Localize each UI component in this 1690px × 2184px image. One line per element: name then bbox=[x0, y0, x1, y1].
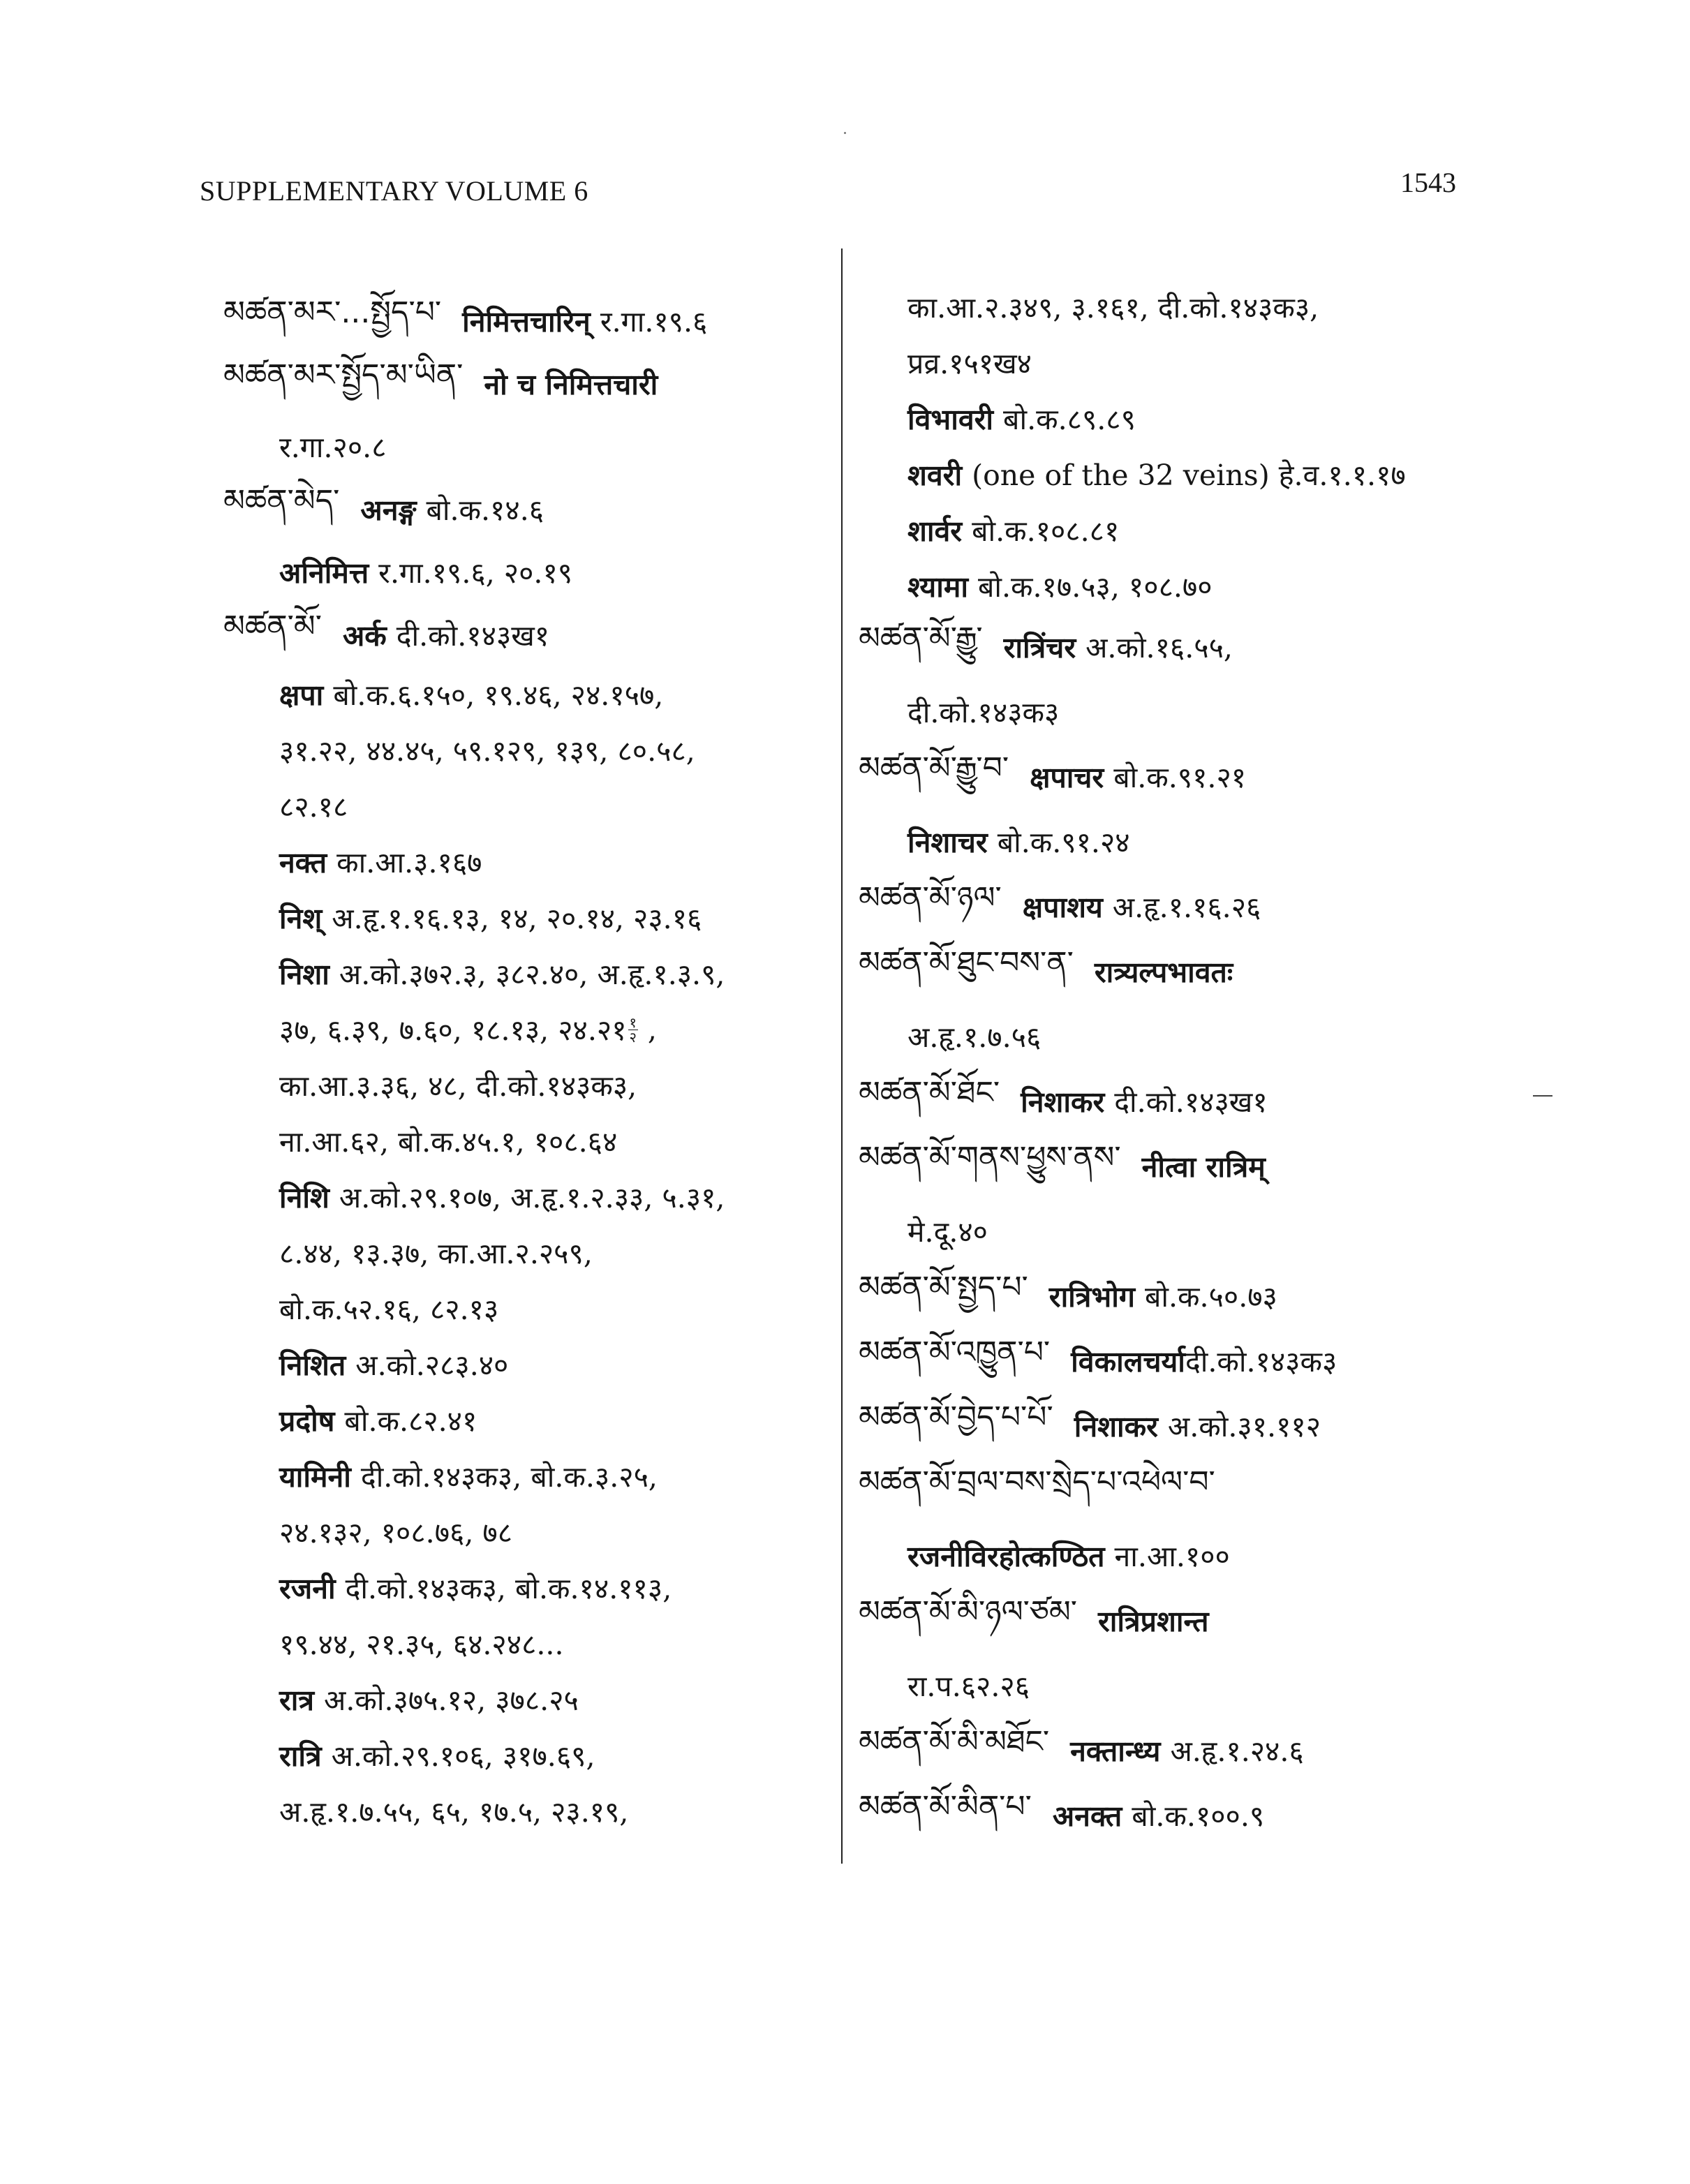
entry-line bbox=[223, 1728, 834, 1783]
source-reference: मे.दू.४० bbox=[907, 1214, 988, 1249]
entry-line bbox=[223, 415, 834, 478]
sanskrit-equivalent: क्षपा bbox=[279, 678, 324, 712]
source-reference: ना.आ.६२, बो.क.४५.१, १०८.६४ bbox=[279, 1125, 618, 1159]
source-reference: रा.प.६२.२६ bbox=[907, 1669, 1030, 1703]
sanskrit-equivalent: शार्वर bbox=[907, 514, 963, 548]
sanskrit-equivalent: निशा bbox=[279, 958, 329, 991]
source-reference: बो.क.१४.६ bbox=[426, 493, 544, 527]
sanskrit-equivalent: नो च निमित्तचारी bbox=[484, 368, 658, 401]
source-reference: बो.क.८२.४१ bbox=[344, 1404, 477, 1438]
tibetan-headword: མཚན་མོ་ཐུང་བས་ན་ bbox=[859, 944, 1074, 981]
entry-line bbox=[223, 1392, 834, 1448]
sanskrit-equivalent: रात्रिभोग bbox=[1048, 1279, 1135, 1314]
entry-line bbox=[223, 1057, 834, 1113]
entry-line bbox=[223, 352, 834, 415]
source-reference: अ.को.१६.५५, bbox=[1085, 630, 1233, 664]
source-reference: अ.को.३७५.१२, ३७८.२५ bbox=[324, 1684, 579, 1717]
tibetan-headword: མཚན་མོ་ bbox=[223, 609, 322, 644]
source-reference: २४.१३२, १०८.७६, ७८ bbox=[279, 1516, 513, 1550]
entry-line bbox=[223, 1616, 834, 1672]
sanskrit-equivalent: विकालचर्या bbox=[1071, 1344, 1185, 1379]
sanskrit-equivalent: निशि bbox=[279, 1181, 329, 1214]
entry-line bbox=[859, 1523, 1473, 1588]
tibetan-headword: མཚན་མོ་ཉལ་ bbox=[859, 879, 1002, 916]
entry-line bbox=[859, 744, 1473, 809]
trailing-punctuation: , bbox=[647, 1013, 657, 1046]
entry-line bbox=[859, 1718, 1473, 1783]
margin-mark bbox=[1533, 1095, 1552, 1097]
sanskrit-equivalent: रजनी bbox=[279, 1572, 336, 1605]
source-reference: बो.क.५२.१६, ८२.१३ bbox=[279, 1293, 499, 1326]
entry-line bbox=[223, 946, 834, 1002]
tibetan-headword: མཚན་མོ་རྒྱུ་བ་ bbox=[859, 750, 1009, 786]
entry-line bbox=[859, 335, 1473, 391]
source-reference: अ.को.३१.११२ bbox=[1167, 1409, 1321, 1443]
source-reference: अ.को.३७२.३, ३८२.४०, अ.हृ.१.३.९, bbox=[339, 958, 725, 991]
source-reference: बो.क.१०८.८१ bbox=[972, 514, 1120, 548]
entry-line bbox=[223, 1504, 834, 1560]
tibetan-headword: མཚན་མར་...སྤྱོད་པ་ bbox=[223, 295, 442, 330]
tibetan-headword: མཚན་མོ་རྒྱུ་ bbox=[859, 620, 983, 656]
source-reference: अ.को.२९.१०७, अ.हृ.१.२.३३, ५.३१, bbox=[339, 1181, 725, 1214]
fraction-denominator: २ bbox=[629, 1028, 637, 1046]
source-reference: बो.क.६.१५०, १९.४६, २४.१५७, bbox=[333, 678, 664, 712]
tibetan-headword: མཚན་མོ་འཁྱུན་པ་ bbox=[859, 1334, 1051, 1370]
fraction bbox=[628, 1013, 638, 1046]
entry-line bbox=[223, 604, 834, 667]
tibetan-headword: མཚན་མོ་མི་ཉལ་ཙམ་ bbox=[859, 1594, 1078, 1630]
entry-line bbox=[859, 874, 1473, 939]
entry-line bbox=[223, 1783, 834, 1839]
sanskrit-equivalent: अनङ्ग bbox=[360, 493, 417, 527]
sanskrit-equivalent: रात्रिप्रशान्त bbox=[1098, 1604, 1209, 1638]
entry-line bbox=[223, 1560, 834, 1616]
tibetan-headword: མཚན་མོ་བྱེད་པ་པོ་ bbox=[859, 1399, 1053, 1435]
entry-line bbox=[223, 290, 834, 352]
sanskrit-equivalent: क्षपाचर bbox=[1030, 760, 1104, 794]
entry-line bbox=[223, 1337, 834, 1392]
entry-line bbox=[859, 1393, 1473, 1458]
tibetan-headword: མཚན་མར་སྤྱོད་མ་ཡིན་ bbox=[223, 357, 464, 393]
entry-line bbox=[223, 1448, 834, 1504]
entry-line bbox=[859, 279, 1473, 335]
source-reference: प्रव्र.१५१ख४ bbox=[907, 347, 1032, 380]
source-reference: का.आ.२.३४९, ३.१६१, दी.को.१४३क३, bbox=[907, 291, 1319, 325]
source-reference: ३१.२२, ४४.४५, ५९.१२९, १३९, ८०.५८, bbox=[279, 734, 695, 768]
entry-line bbox=[859, 1198, 1473, 1263]
tibetan-headword: མཚན་མོ་ཐོང་ bbox=[859, 1074, 1000, 1110]
source-reference: का.आ.३.१६७ bbox=[336, 846, 482, 879]
source-reference: (one of the 32 veins) हे.व.१.१.१७ bbox=[972, 459, 1406, 492]
source-reference: र.गा.१९.६, २०.१९ bbox=[378, 556, 573, 590]
sanskrit-equivalent: शवरी bbox=[907, 459, 963, 492]
source-reference: बो.क.५०.७३ bbox=[1144, 1279, 1277, 1314]
entry-line bbox=[859, 809, 1473, 874]
sanskrit-equivalent: श्यामा bbox=[907, 570, 968, 604]
source-reference: दी.को.१४३क३, बो.क.३.२५, bbox=[360, 1460, 658, 1494]
source-reference: ८२.१८ bbox=[279, 790, 348, 824]
entry-line bbox=[859, 1263, 1473, 1328]
sanskrit-equivalent: रात्र्यल्पभावतः bbox=[1094, 955, 1233, 989]
entry-line bbox=[859, 1004, 1473, 1069]
entry-line bbox=[223, 478, 834, 541]
entry-line bbox=[859, 1653, 1473, 1718]
sanskrit-equivalent: रात्र bbox=[279, 1684, 315, 1717]
entry-line bbox=[859, 1783, 1473, 1848]
entry-line bbox=[859, 614, 1473, 679]
entry-line bbox=[223, 890, 834, 946]
sanskrit-equivalent: अनक्त bbox=[1052, 1799, 1122, 1833]
sanskrit-equivalent: प्रदोष bbox=[279, 1404, 335, 1438]
source-reference: अ.हृ.१.१६.२६ bbox=[1112, 890, 1261, 924]
entry-line bbox=[859, 1134, 1473, 1198]
source-reference: का.आ.३.३६, ४८, दी.को.१४३क३, bbox=[279, 1069, 637, 1103]
entry-line bbox=[223, 722, 834, 778]
left-column bbox=[223, 290, 834, 1839]
source-reference: र.गा.२०.८ bbox=[279, 431, 387, 464]
entry-line bbox=[859, 1588, 1473, 1653]
entry-line bbox=[223, 1225, 834, 1281]
sanskrit-equivalent: अर्क bbox=[342, 619, 387, 653]
entry-line bbox=[223, 1281, 834, 1337]
source-reference: दी.को.१४३ख१ bbox=[396, 619, 550, 653]
tibetan-headword: མཚན་མོ་མི་མཐོང་ bbox=[859, 1723, 1050, 1760]
scan-speck bbox=[844, 132, 846, 134]
sanskrit-equivalent: निशित bbox=[279, 1349, 346, 1382]
source-reference: अ.हृ.१.२४.६ bbox=[1170, 1734, 1304, 1768]
source-reference: अ.हृ.१.७.५६ bbox=[907, 1020, 1042, 1054]
running-title: SUPPLEMENTARY VOLUME 6 bbox=[200, 175, 588, 207]
sanskrit-equivalent: रात्रिंचर bbox=[1003, 630, 1076, 664]
source-reference: दी.को.१४३ख१ bbox=[1114, 1085, 1268, 1119]
source-reference: ना.आ.१०० bbox=[1114, 1539, 1230, 1573]
source-reference: दी.को.१४३क३ bbox=[907, 695, 1060, 729]
source-reference: दी.को.१४३क३ bbox=[1185, 1344, 1337, 1379]
source-reference: ८.४४, १३.३७, का.आ.२.२५९, bbox=[279, 1237, 593, 1270]
entry-line bbox=[859, 503, 1473, 558]
sanskrit-equivalent: क्षपाशय bbox=[1022, 890, 1103, 924]
sanskrit-equivalent: नक्तान्ध्य bbox=[1070, 1734, 1161, 1768]
sanskrit-equivalent: यामिनी bbox=[279, 1460, 351, 1494]
entry-line bbox=[859, 1458, 1473, 1523]
sanskrit-equivalent: निश् bbox=[279, 902, 323, 935]
entry-line bbox=[223, 778, 834, 834]
page-number: 1543 bbox=[1400, 167, 1456, 198]
entry-line bbox=[859, 447, 1473, 503]
entry-line bbox=[223, 541, 834, 604]
source-reference: बो.क.८९.८९ bbox=[1003, 403, 1136, 436]
source-reference: ३७, ६.३९, ७.६०, १८.१३, २४.२१ bbox=[279, 1013, 627, 1047]
sanskrit-equivalent: निशाकर bbox=[1021, 1085, 1105, 1119]
source-reference: अ.को.२९.१०६, ३१७.६९, bbox=[331, 1739, 595, 1773]
entry-line bbox=[859, 391, 1473, 447]
entry-line bbox=[223, 1002, 834, 1057]
right-column bbox=[859, 279, 1473, 1848]
source-reference: अ.हृ.१.१६.१३, १४, २०.१४, २३.१६ bbox=[332, 902, 702, 935]
entry-line bbox=[223, 1169, 834, 1225]
sanskrit-equivalent: विभावरी bbox=[907, 403, 994, 436]
entry-line bbox=[859, 1069, 1473, 1134]
source-reference: दी.को.१४३क३, बो.क.१४.११३, bbox=[345, 1572, 672, 1605]
source-reference: अ.को.२८३.४० bbox=[355, 1349, 509, 1382]
entry-line bbox=[223, 1672, 834, 1728]
source-reference: अ.हृ.१.७.५५, ६५, १७.५, २३.१९, bbox=[279, 1795, 629, 1829]
source-reference: बो.क.९१.२१ bbox=[1113, 760, 1247, 794]
tibetan-headword: མཚན་མོ་གནས་ཕྱུས་ནས་ bbox=[859, 1139, 1121, 1175]
source-reference: १९.४४, २१.३५, ६४.२४८... bbox=[279, 1628, 564, 1661]
entry-line bbox=[859, 939, 1473, 1004]
fraction-numerator: १ bbox=[629, 1013, 637, 1031]
source-reference: बो.क.९१.२४ bbox=[997, 825, 1130, 859]
sanskrit-equivalent: नीत्वा रात्रिम् bbox=[1141, 1150, 1266, 1184]
tibetan-headword: མཚན་མོ་བྲལ་བས་སྲེད་པ་འཕེལ་བ་ bbox=[859, 1464, 1215, 1500]
entry-line bbox=[859, 558, 1473, 614]
source-reference: बो.क.१७.५३, १०८.७० bbox=[977, 570, 1213, 604]
entry-line bbox=[859, 1328, 1473, 1393]
sanskrit-equivalent: निशाचर bbox=[907, 825, 988, 859]
tibetan-headword: མཚན་མེད་ bbox=[223, 483, 340, 519]
column-divider bbox=[841, 248, 843, 1864]
source-reference: बो.क.१००.९ bbox=[1132, 1799, 1265, 1833]
sanskrit-equivalent: रात्रि bbox=[279, 1739, 322, 1773]
sanskrit-equivalent: नक्त bbox=[279, 846, 327, 879]
tibetan-headword: མཚན་མོ་སྤྱད་པ་ bbox=[859, 1269, 1028, 1305]
tibetan-headword: མཚན་མོ་མིན་པ་ bbox=[859, 1788, 1032, 1825]
entry-line bbox=[223, 667, 834, 722]
entry-line bbox=[223, 834, 834, 890]
entry-line bbox=[223, 1113, 834, 1169]
sanskrit-equivalent: रजनीविरहोत्कण्ठित bbox=[907, 1539, 1105, 1573]
sanskrit-equivalent: निमित्तचारिन् bbox=[462, 305, 591, 339]
sanskrit-equivalent: अनिमित्त bbox=[279, 556, 369, 590]
source-reference: र.गा.१९.६ bbox=[600, 305, 708, 339]
entry-line bbox=[859, 679, 1473, 744]
sanskrit-equivalent: निशाकर bbox=[1074, 1409, 1158, 1443]
